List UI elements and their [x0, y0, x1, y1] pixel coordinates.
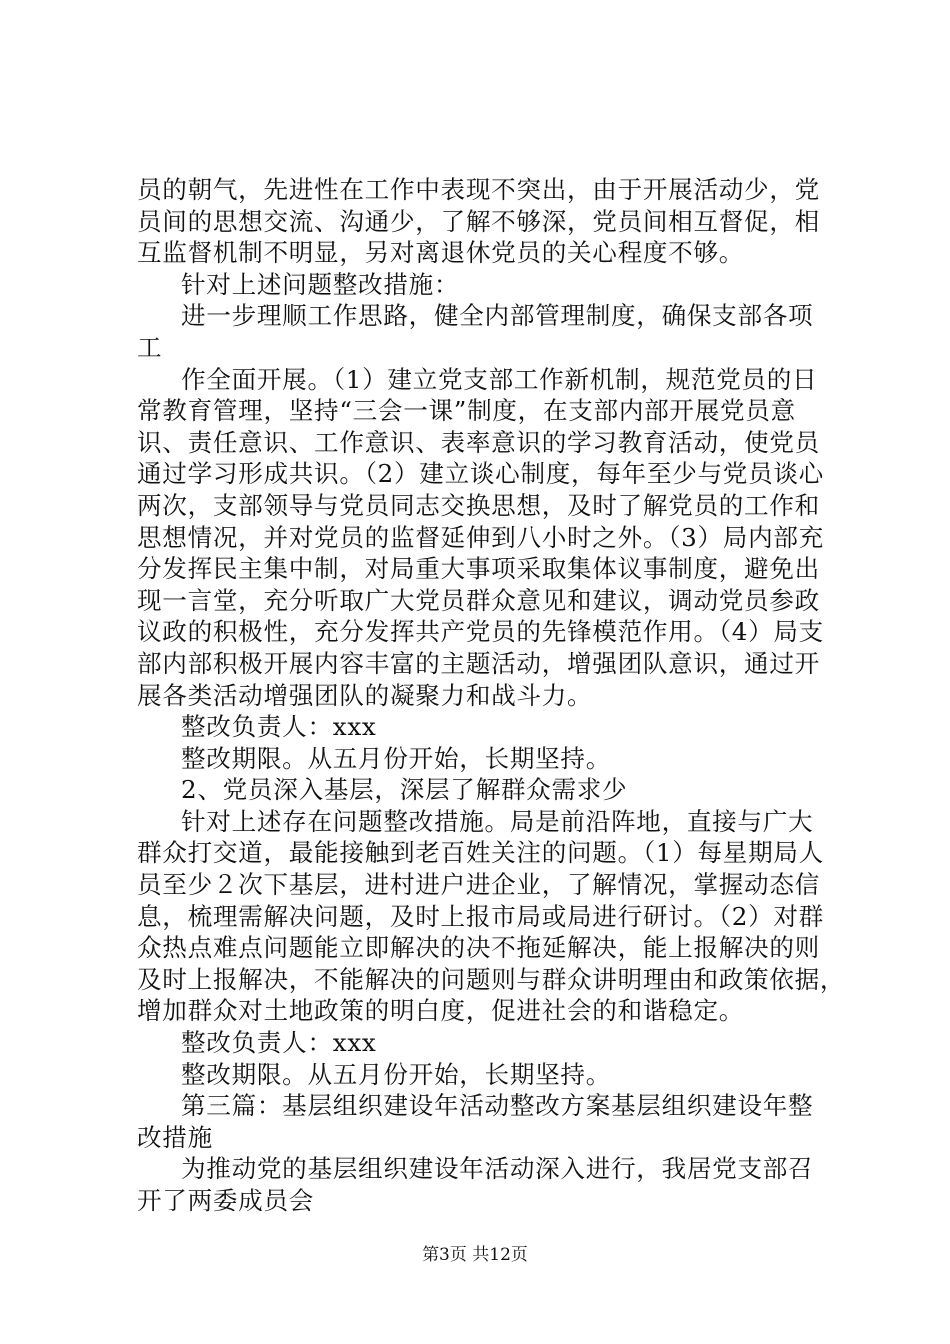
text-line: 分发挥民主集中制，对局重大事项采取集体议事制度，避免出 — [137, 554, 820, 584]
section-heading: 改措施 — [137, 1122, 213, 1152]
text-line: 思想情况，并对党员的监督延伸到八小时之外。（3）局内部充 — [137, 522, 824, 552]
text-line: 现一言堂，充分听取广大党员群众意见和建议，调动党员参政 — [137, 585, 820, 615]
document-body — [137, 174, 846, 1217]
text-line: 群众打交道，最能接触到老百姓关注的问题。（1）每星期局人 — [137, 838, 824, 868]
text-line: 两次，支部领导与党员同志交换思想，及时了解党员的工作和 — [137, 490, 820, 520]
text-line: 员的朝气，先进性在工作中表现不突出，由于开展活动少，党 — [137, 175, 820, 204]
text-line: 息，梳理需解决问题，及时上报市局或局进行研讨。（2）对群 — [137, 901, 824, 931]
text-line: 2、党员深入基层，深层了解群众需求少 — [181, 775, 628, 805]
text-line: 众热点难点问题能立即解决的决不拖延解决，能上报解决的则 — [137, 933, 820, 963]
text-line: 针对上述问题整改措施： — [181, 269, 460, 299]
text-line: 互监督机制不明显，另对离退休党员的关心程度不够。 — [137, 238, 745, 268]
text-line: 员至少２次下基层，进村进户进企业，了解情况，掌握动态信 — [137, 870, 820, 900]
text-line: 针对上述存在问题整改措施。局是前沿阵地，直接与广大 — [181, 806, 814, 836]
text-line: 通过学习形成共识。（2）建立谈心制度，每年至少与党员谈心 — [137, 459, 824, 489]
text-line: 进一步理顺工作思路，健全内部管理制度，确保支部各项 — [181, 301, 814, 331]
text-line: 展各类活动增强团队的凝聚力和战斗力。 — [137, 680, 593, 710]
text-line: 整改期限。从五月份开始，长期坚持。 — [181, 743, 611, 773]
text-line: 增加群众对土地政策的明白度，促进社会的和谐稳定。 — [137, 996, 745, 1026]
text-line: 整改期限。从五月份开始，长期坚持。 — [181, 1059, 611, 1089]
text-line: 员间的思想交流、沟通少，了解不够深，党员间相互督促，相 — [137, 206, 820, 236]
text-line: 作全面开展。（1）建立党支部工作新机制，规范党员的日 — [181, 364, 818, 394]
text-line: 常教育管理，坚持“三会一课”制度，在支部内部开展党员意 — [137, 396, 796, 426]
text-line: 及时上报解决，不能解决的问题则与群众讲明理由和政策依据， — [137, 964, 846, 994]
text-line: 整改负责人：xxx — [181, 1028, 377, 1058]
text-line: 议政的积极性，充分发挥共产党员的先锋模范作用。（4）局支 — [137, 617, 824, 647]
text-line: 整改负责人：xxx — [181, 712, 377, 742]
page-number: 第3页 共12页 — [422, 1245, 528, 1265]
section-heading: 第三篇：基层组织建设年活动整改方案基层组织建设年整 — [181, 1091, 814, 1121]
text-line: 识、责任意识、工作意识、表率意识的学习教育活动，使党员 — [137, 427, 820, 457]
text-line: 开了两委成员会 — [137, 1186, 315, 1215]
text-line: 为推动党的基层组织建设年活动深入进行，我居党支部召 — [181, 1154, 814, 1184]
text-line: 工 — [137, 332, 163, 362]
text-line: 部内部积极开展内容丰富的主题活动，增强团队意识，通过开 — [137, 648, 820, 678]
